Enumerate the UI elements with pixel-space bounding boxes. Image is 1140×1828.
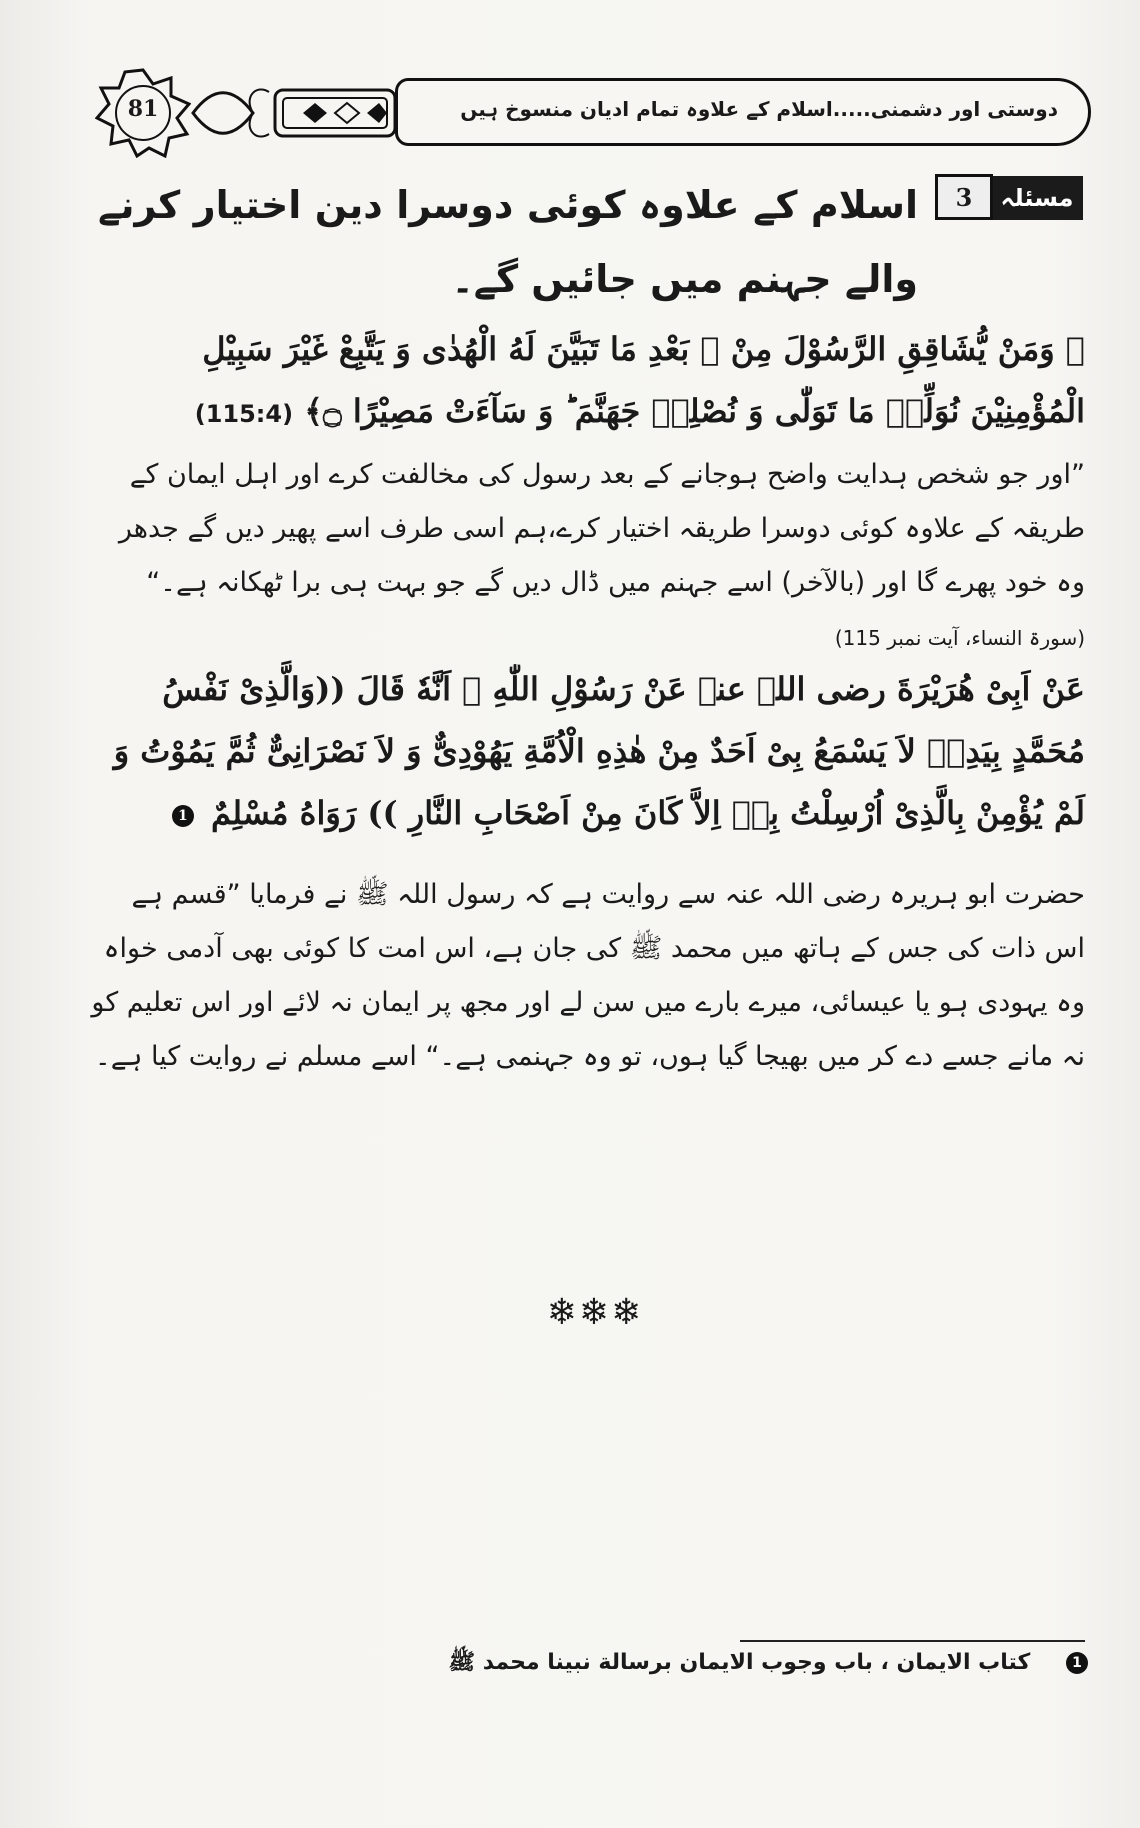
quran-verse-reference: (115:4)	[194, 400, 294, 428]
page-number: 81	[127, 96, 159, 122]
page-number-badge	[95, 68, 191, 158]
footnote-marker: 1	[1066, 1652, 1088, 1674]
footnote-text: كتاب الايمان ، باب وجوب الايمان برسالة نبينا محمد ﷺ	[448, 1650, 1031, 1675]
masala-label: مسئلہ	[991, 176, 1083, 220]
page-header	[95, 68, 1090, 158]
footnote	[388, 1648, 1088, 1678]
verse-translation	[85, 448, 1085, 665]
hadith-arabic-text: عَنْ اَبِیْ هُرَيْرَةَ رضی اللہ عنہ عَنْ رَسُوْلِ اللّٰهِ ﷺ اَنَّهٗ قَالَ ((وَالَّذِیْ نَفْسُ مُحَمَّدٍ بِيَدِهٖ لاَ يَسْمَعُ بِیْ اَحَدٌ مِنْ هٰذِهِ الْاُمَّةِ يَهُوْدِیٌّ وَ لاَ نَصْرَانِیٌّ ثُمَّ يَمُوْتُ وَ لَمْ يُؤْمِنْ بِالَّذِیْ اُرْسِلْتُ بِهٖ اِلاَّ كَانَ مِنْ اَصْحَابِ النَّارِ )) رَوَاهُ مُسْلِمٌ	[113, 670, 1085, 832]
masala-heading: اسلام کے علاوہ کوئی دوسرا دین اختیار کرنے والے جہنم میں جائیں گے۔	[98, 183, 918, 301]
verse-translation-reference: (سورۃ النساء، آیت نمبر 115)	[834, 626, 1085, 650]
running-title-frame	[395, 78, 1091, 146]
masala-number: 3	[935, 174, 993, 220]
hadith-footnote-marker: 1	[172, 805, 194, 827]
running-title: دوستی اور دشمنی.....اسلام کے علاوہ تمام ادیان منسوخ ہیں	[460, 97, 1058, 121]
quran-verse	[85, 318, 1085, 445]
quran-verse-text: ﴿ وَمَنْ يُّشَاقِقِ الرَّسُوْلَ مِنْ ۢ بَعْدِ مَا تَبَيَّنَ لَهُ الْهُدٰى وَ يَتَّبِعْ غَيْرَ سَبِيْلِ الْمُؤْمِنِيْنَ نُوَلِّهٖ مَا تَوَلّٰى وَ نُصْلِهٖ جَهَنَّمَ ؕ وَ سَآءَتْ مَصِيْرًا ۝﴾	[202, 330, 1085, 430]
masala-tag	[935, 172, 1088, 224]
footnote-divider	[740, 1640, 1085, 1642]
hadith-arabic	[85, 658, 1085, 844]
section-separator: ❄❄❄	[546, 1292, 644, 1333]
hadith-translation: حضرت ابو ہریرہ رضی اللہ عنہ سے روایت ہے کہ رسول اللہ ﷺ نے فرمایا ”قسم ہے اس ذات کی جس کے ہاتھ میں محمد ﷺ کی جان ہے، اس امت کا کوئی بھی آدمی خواہ وہ یہودی ہو یا عیسائی، میرے بارے میں سن لے اور مجھ پر ایمان نہ لائے اور اس تعلیم کو نہ مانے جسے دے کر میں بھیجا گیا ہوں، تو وہ جہنمی ہے۔“ اسے مسلم نے روایت کیا ہے۔	[91, 879, 1085, 1072]
verse-translation-text: ”اور جو شخص ہدایت واضح ہوجانے کے بعد رسول کی مخالفت کرے اور اہل ایمان کے طریقہ کے علاوہ کوئی دوسرا طریقہ اختیار کرے،ہم اسی طرف اسے پھیر دیں گے جدھر وہ خود پھرے گا اور (بالآخر) اسے جہنم میں ڈال دیں گے جو بہت ہی برا ٹھکانہ ہے۔“	[118, 459, 1085, 598]
